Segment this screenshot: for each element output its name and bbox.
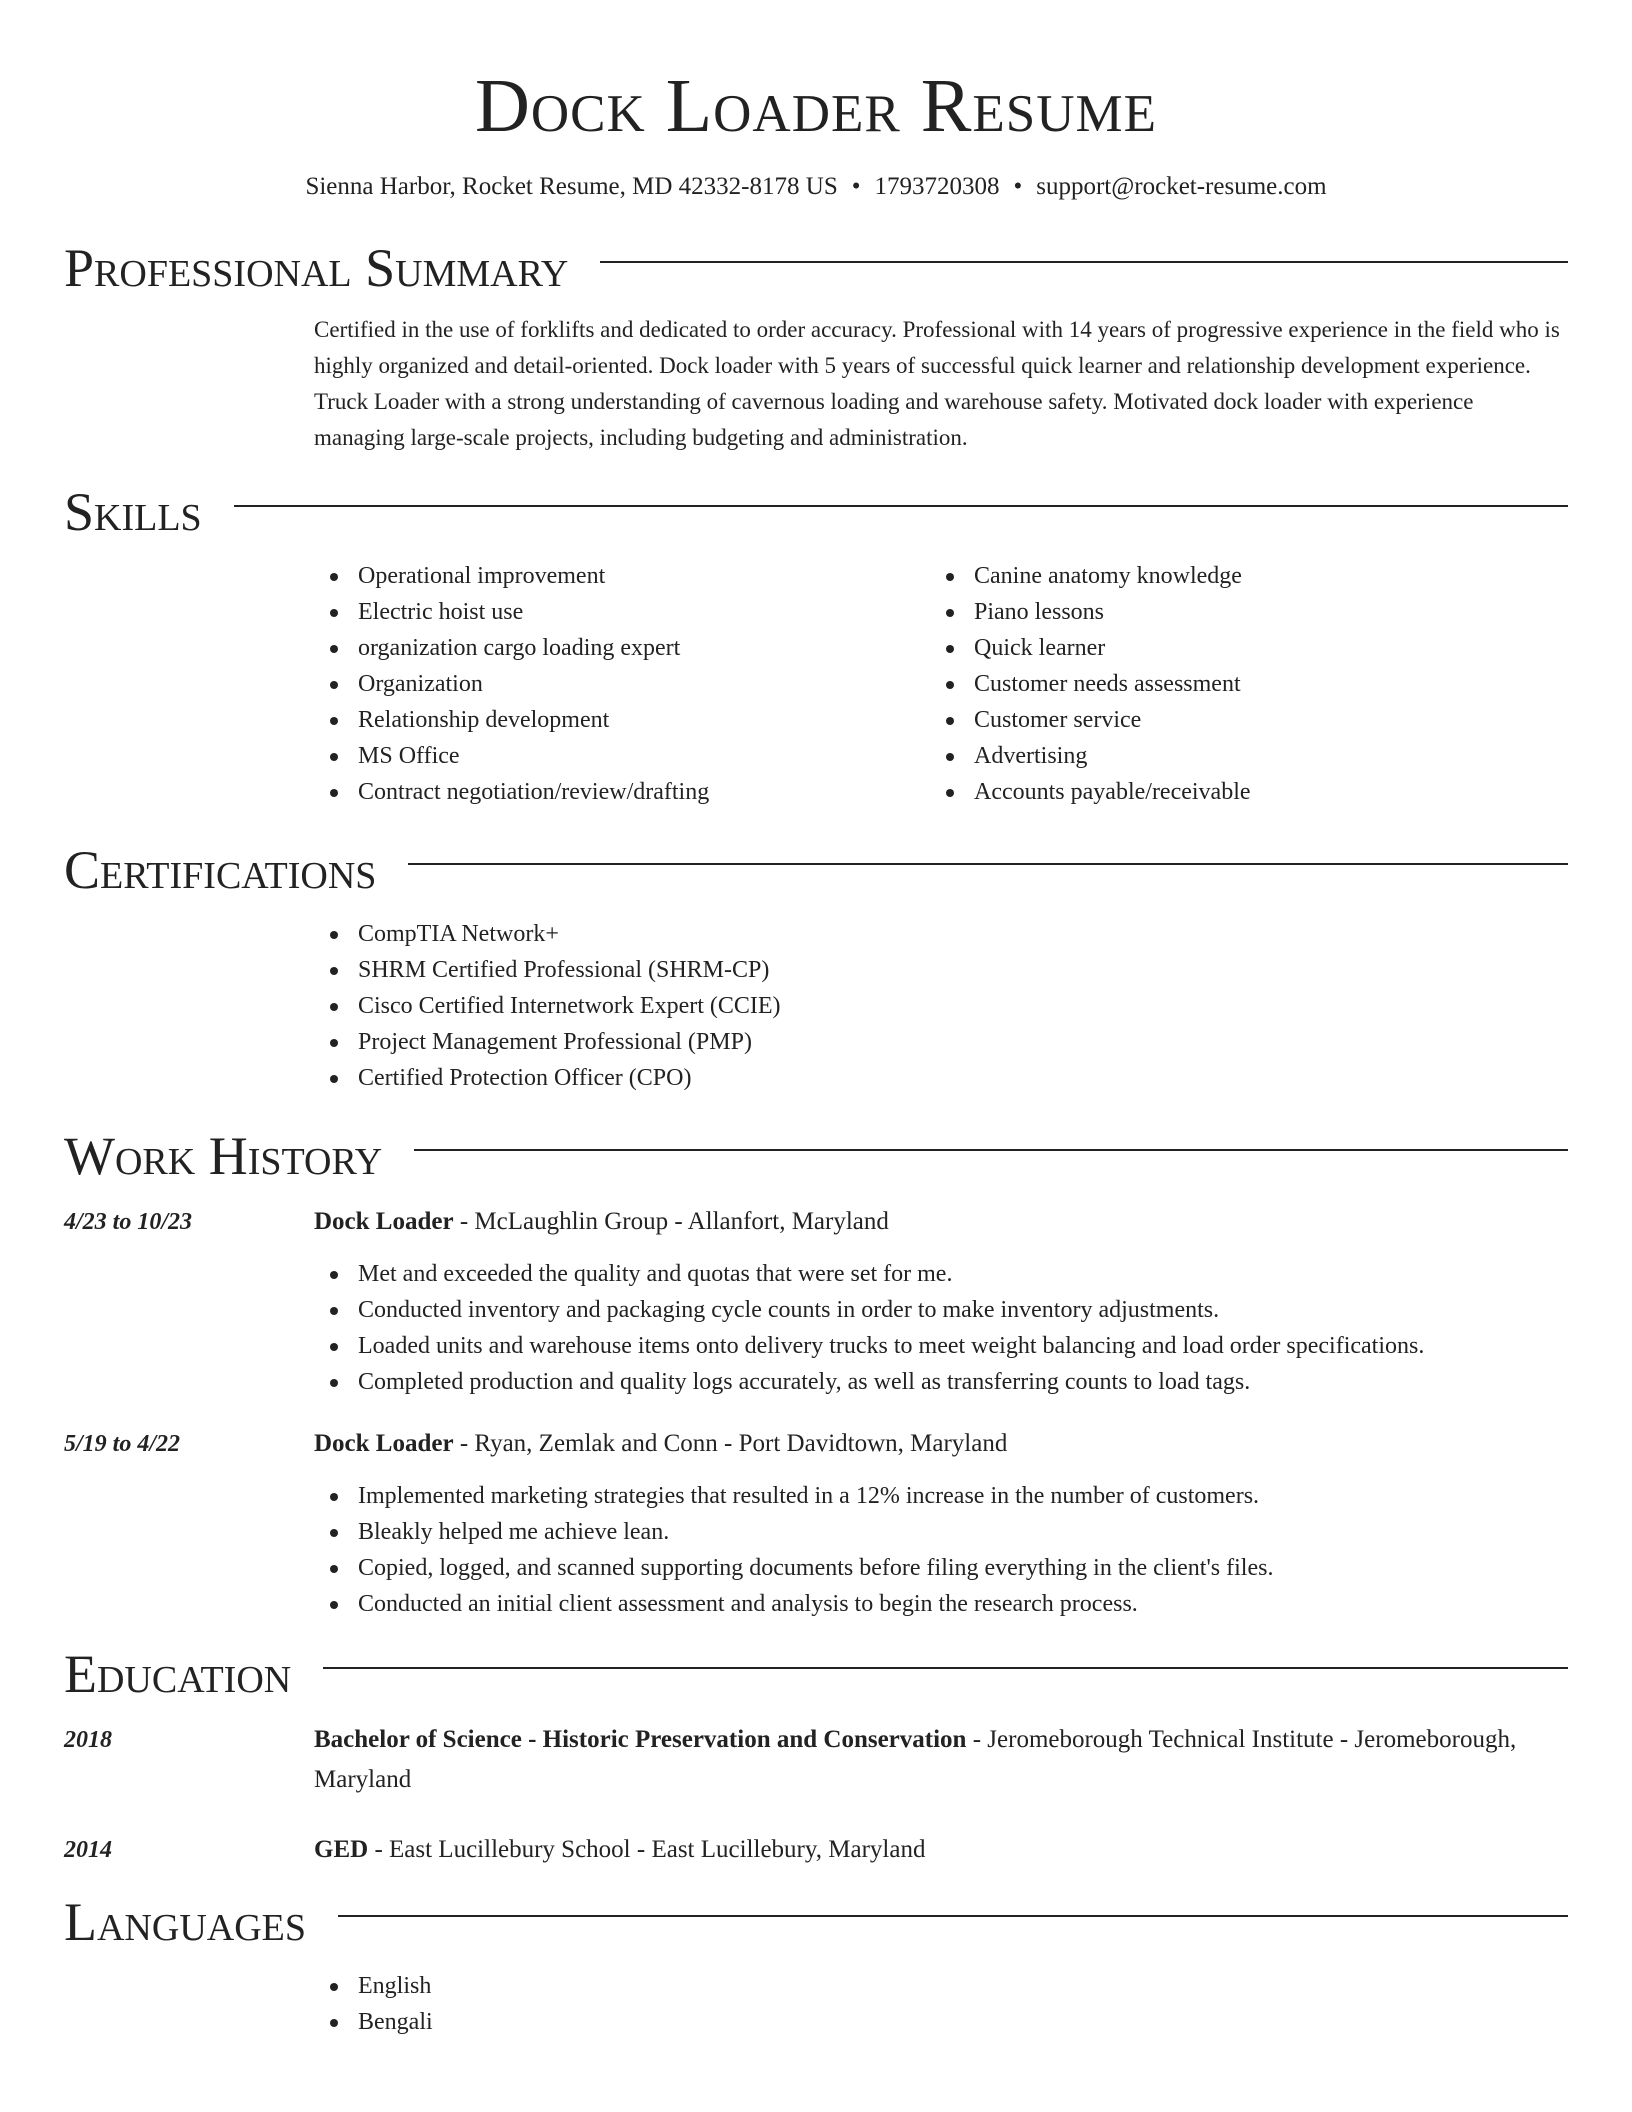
certification-item: SHRM Certified Professional (SHRM-CP) — [314, 952, 1568, 988]
skill-item: Customer service — [930, 702, 1546, 738]
certification-item: Project Management Professional (PMP) — [314, 1024, 1568, 1060]
skills-heading — [64, 482, 1568, 542]
job-duty-item: Copied, logged, and scanned supporting documents before filing everything in the client's files. — [314, 1550, 1568, 1586]
job-duty-item: Bleakly helped me achieve lean. — [314, 1514, 1568, 1550]
languages-body — [64, 1968, 1568, 2040]
skill-item: Relationship development — [314, 702, 930, 738]
job-entry — [64, 1202, 1568, 1400]
language-item: English — [314, 1968, 1568, 2004]
work-history-heading-text: Work History — [64, 1126, 383, 1186]
education-heading — [64, 1644, 1568, 1704]
section-divider — [408, 863, 1568, 865]
skill-item: Piano lessons — [930, 594, 1546, 630]
section-divider — [323, 1667, 1568, 1669]
languages-heading-text: Languages — [64, 1892, 306, 1952]
job-role: Dock Loader — [314, 1208, 454, 1235]
skill-item: organization cargo loading expert — [314, 630, 930, 666]
summary-heading — [64, 238, 1568, 298]
languages-section — [64, 1892, 1568, 2040]
work-history-heading — [64, 1126, 1568, 1186]
job-dates: 5/19 to 4/22 — [64, 1431, 181, 1457]
work-history-section — [64, 1126, 1568, 1622]
education-school: - Jeromeborough Technical Institute - Jeromeborough, Maryland — [314, 1726, 1517, 1793]
job-entry — [64, 1424, 1568, 1622]
education-heading-text: Education — [64, 1644, 292, 1704]
contact-separator: • — [1013, 173, 1023, 200]
certification-item: Cisco Certified Internetwork Expert (CCIE) — [314, 988, 1568, 1024]
job-duties — [64, 1478, 1568, 1622]
job-employer: - Ryan, Zemlak and Conn - Port Davidtown, Maryland — [453, 1430, 1008, 1457]
education-detail-line — [314, 1720, 1568, 1800]
job-duty-item: Conducted an initial client assessment and analysis to begin the research process. — [314, 1586, 1568, 1622]
section-divider — [234, 505, 1568, 507]
job-duty-item: Completed production and quality logs accurately, as well as transferring counts to load tags. — [314, 1364, 1568, 1400]
job-dates: 4/23 to 10/23 — [64, 1209, 193, 1235]
job-duty-item: Met and exceeded the quality and quotas that were set for me. — [314, 1256, 1568, 1292]
certifications-section — [64, 840, 1568, 1096]
contact-email: support@rocket-resume.com — [1036, 173, 1327, 200]
job-duty-item: Conducted inventory and packaging cycle counts in order to make inventory adjustments. — [314, 1292, 1568, 1328]
certifications-heading — [64, 840, 1568, 900]
education-school: - East Lucillebury School - East Lucillebury, Maryland — [368, 1836, 926, 1863]
skills-column-right — [930, 558, 1546, 810]
certification-item: Certified Protection Officer (CPO) — [314, 1060, 1568, 1096]
contact-address: Sienna Harbor, Rocket Resume, MD 42332-8178 US — [305, 173, 838, 200]
skill-item: Canine anatomy knowledge — [930, 558, 1546, 594]
language-item: Bengali — [314, 2004, 1568, 2040]
skill-item: Electric hoist use — [314, 594, 930, 630]
job-duty-item: Implemented marketing strategies that resulted in a 12% increase in the number of customers. — [314, 1478, 1568, 1514]
summary-body — [64, 312, 1568, 456]
education-body — [64, 1720, 1568, 1870]
contact-line — [64, 172, 1568, 202]
work-history-body — [64, 1202, 1568, 1622]
skill-item: Accounts payable/receivable — [930, 774, 1546, 810]
education-detail-line — [314, 1830, 1568, 1870]
education-degree: GED — [314, 1836, 369, 1863]
job-header — [64, 1202, 1568, 1242]
job-title-line — [314, 1424, 1568, 1464]
skills-section — [64, 482, 1568, 810]
skills-column-left — [314, 558, 930, 810]
summary-text: Certified in the use of forklifts and dedicated to order accuracy. Professional with 14 years of progressive experience in the field who is highly organized and detail-oriented. Dock loader with 5 years of successful quick learner and relationship development experience. Truck Loader with a strong understanding of cavernous loading and warehouse safety. Motivated dock loader with experience managing large-scale projects, including budgeting and administration. — [314, 317, 1560, 450]
section-divider — [414, 1149, 1568, 1151]
education-entry — [64, 1720, 1568, 1800]
job-title-line — [314, 1202, 1568, 1242]
summary-section — [64, 238, 1568, 456]
job-duties — [64, 1256, 1568, 1400]
skill-item: Contract negotiation/review/drafting — [314, 774, 930, 810]
summary-heading-text: Professional Summary — [64, 238, 569, 298]
contact-separator: • — [851, 173, 861, 200]
skill-item: Customer needs assessment — [930, 666, 1546, 702]
skills-body — [64, 558, 1568, 810]
skill-item: Organization — [314, 666, 930, 702]
certification-item: CompTIA Network+ — [314, 916, 1568, 952]
skills-heading-text: Skills — [64, 482, 202, 542]
job-duty-item: Loaded units and warehouse items onto delivery trucks to meet weight balancing and load order specifications. — [314, 1328, 1568, 1364]
job-header — [64, 1424, 1568, 1464]
education-degree: Bachelor of Science - Historic Preservation and Conservation — [314, 1726, 967, 1753]
skills-grid — [314, 558, 1568, 810]
resume-page — [64, 0, 1568, 2040]
education-year: 2014 — [64, 1837, 112, 1863]
education-year: 2018 — [64, 1727, 112, 1753]
skill-item: Quick learner — [930, 630, 1546, 666]
job-role: Dock Loader — [314, 1430, 454, 1457]
page-title: Dock Loader Resume — [474, 64, 1158, 148]
certifications-body — [64, 916, 1568, 1096]
section-divider — [600, 261, 1568, 263]
education-entry — [64, 1830, 1568, 1870]
contact-phone: 1793720308 — [874, 173, 1000, 200]
certifications-heading-text: Certifications — [64, 840, 377, 900]
skill-item: Advertising — [930, 738, 1546, 774]
skill-item: MS Office — [314, 738, 930, 774]
languages-heading — [64, 1892, 1568, 1952]
job-employer: - McLaughlin Group - Allanfort, Maryland — [453, 1208, 889, 1235]
section-divider — [338, 1915, 1568, 1917]
education-section — [64, 1644, 1568, 1870]
skill-item: Operational improvement — [314, 558, 930, 594]
